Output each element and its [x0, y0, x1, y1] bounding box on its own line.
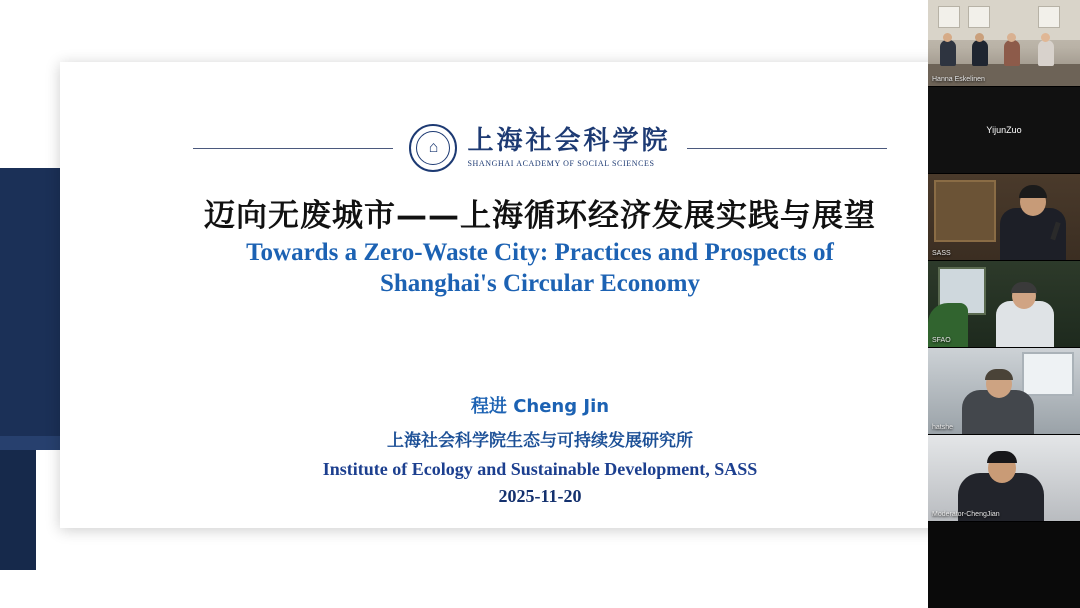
tile-person-hair — [987, 451, 1017, 463]
logo-rule-left — [193, 148, 393, 149]
participant-filmstrip[interactable] — [928, 0, 1080, 608]
academy-seal-inner-glyph: ⌂ — [416, 131, 450, 165]
participant-name-label: Moderator-ChengJian — [932, 511, 1000, 518]
tile-person-head — [1007, 33, 1016, 42]
participant-name-label: SFAO — [932, 337, 951, 344]
tile-person-head — [943, 33, 952, 42]
presentation-slide — [60, 62, 928, 528]
institution-name-cn: 上海社会科学院 — [467, 126, 671, 157]
tile-person-hair — [985, 369, 1013, 380]
tile-person-body — [972, 40, 988, 66]
tile-person-body — [1038, 40, 1054, 66]
tile-person-body — [1004, 40, 1020, 66]
slide-byline — [60, 392, 928, 507]
slide-title-cn: 迈向无废城市——上海循环经济发展实践与展望 — [204, 198, 876, 234]
tile-person-head — [975, 33, 984, 42]
tile-person-body — [940, 40, 956, 66]
tile-window — [938, 6, 960, 28]
tile-person-hair — [1011, 282, 1037, 293]
tile-person-head — [1041, 33, 1050, 42]
participant-tile[interactable] — [928, 435, 1080, 522]
participant-tile[interactable] — [928, 261, 1080, 348]
slide-title-en-line1: Towards a Zero-Waste City: Practices and Prospects of — [246, 239, 834, 266]
participant-name-center: YijunZuo — [986, 125, 1022, 135]
institution-logo-text — [467, 127, 670, 168]
institution-name-en: SHANGHAI ACADEMY OF SOCIAL SCIENCES — [467, 158, 655, 168]
institution-logo — [393, 124, 686, 172]
slide-logo-row — [60, 124, 928, 172]
tile-window — [1038, 6, 1060, 28]
affiliation-cn: 上海社会科学院生态与可持续发展研究所 — [387, 431, 693, 451]
participant-name-label: SASS — [932, 250, 951, 257]
tile-window — [968, 6, 990, 28]
tile-window — [1022, 352, 1074, 396]
logo-rule-right — [687, 148, 887, 149]
affiliation-en: Institute of Ecology and Sustainable Development, SASS — [322, 459, 758, 479]
tile-background-panel — [934, 180, 996, 242]
slide-title-en-line2: Shanghai's Circular Economy — [380, 270, 700, 298]
decorative-navy-bar-small — [0, 436, 60, 450]
presenter-name: 程进 Cheng Jin — [470, 396, 610, 417]
slide-title-en — [60, 237, 928, 300]
decorative-navy-bar-bottom — [0, 450, 36, 570]
presentation-date: 2025-11-20 — [498, 486, 582, 506]
participant-name-label: Hanna Eskelinen — [932, 76, 985, 83]
tile-person-hair — [1019, 185, 1047, 198]
participant-tile[interactable] — [928, 174, 1080, 261]
participant-tile[interactable] — [928, 0, 1080, 87]
academy-seal-icon — [409, 124, 457, 172]
participant-tile[interactable] — [928, 348, 1080, 435]
participant-tile[interactable] — [928, 87, 1080, 174]
participant-name-label: hatshe — [932, 424, 954, 431]
